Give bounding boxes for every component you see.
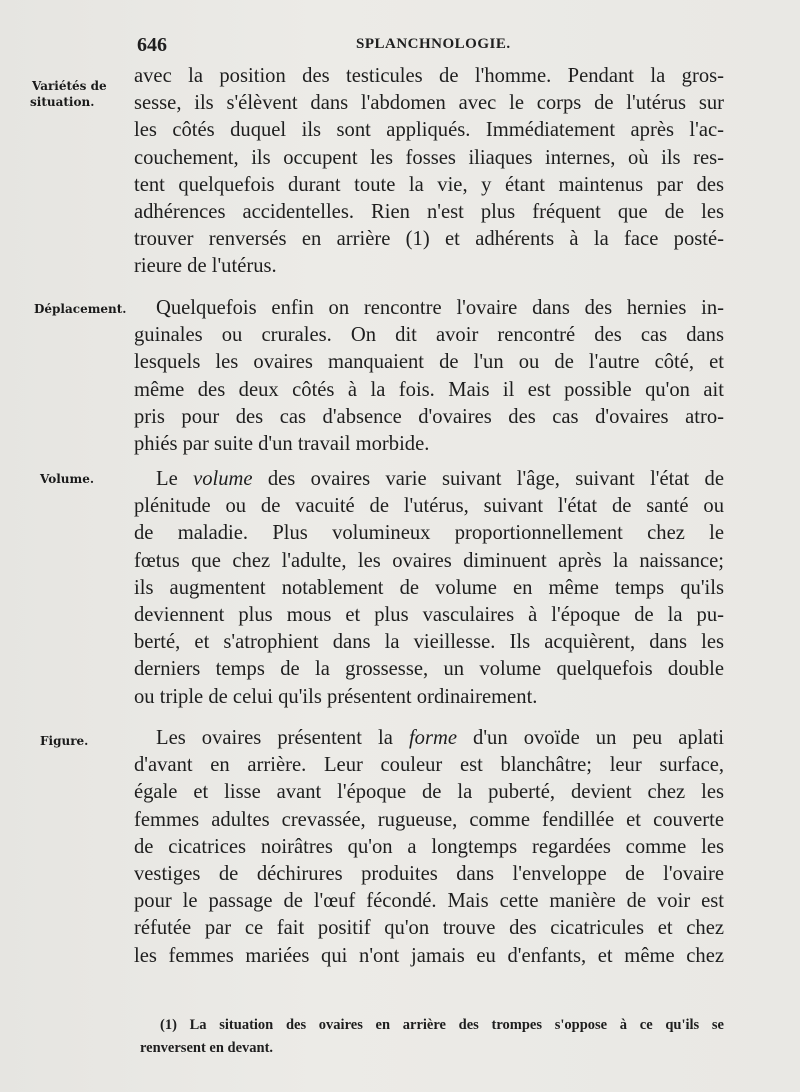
text-line (134, 725, 724, 752)
text-span: Le (156, 468, 194, 490)
margin-note-varietes-line2: situation. (30, 95, 95, 109)
text-line: d'avant en arrière. Leur couleur est blanchâtre; leur surface, (134, 754, 724, 777)
footnote (140, 1014, 724, 1060)
text-line: avec la position des testicules de l'homme. Pendant la gros- (134, 65, 724, 87)
text-line: de maladie. Plus volumineux proportionnellement chez le (134, 522, 724, 545)
margin-note-varietes-line1: Variétés de (32, 79, 107, 93)
text-line: derniers temps de la grossesse, un volume quelquefois double (134, 658, 724, 681)
running-title: SPLANCHNOLOGIE. (356, 36, 511, 52)
emphasis-forme: forme (408, 727, 457, 749)
text-line: de cicatrices noirâtres qu'on a longtemps regardées comme les (134, 835, 724, 858)
text-line: plénitude ou de vacuité de l'utérus, suivant l'état de santé ou (134, 495, 724, 518)
text-line: femmes adultes crevassée, rugueuse, comme fendillée et couverte (134, 808, 724, 831)
text-line: pour le passage de l'œuf fécondé. Mais cette manière de voir est (134, 890, 724, 913)
text-line: trouver renversés en arrière (1) et adhérents à la face posté- (134, 228, 724, 251)
text-span: d'un ovoïde un peu aplati (456, 727, 724, 749)
text-line: Quelquefois enfin on rencontre l'ovaire dans des hernies in- (156, 297, 724, 319)
text-line: ils augmentent notablement de volume en même temps qu'ils (134, 576, 724, 599)
text-span: des ovaires varie suivant l'âge, suivant l'état de (252, 468, 724, 490)
text-line: pris pour des cas d'absence d'ovaires des cas d'ovaires atro- (134, 405, 724, 428)
text-line: deviennent plus mous et plus vasculaires à l'époque de la pu- (134, 603, 724, 626)
text-span: Les ovaires présentent la (156, 727, 409, 749)
text-line: tent quelquefois durant toute la vie, y étant maintenus par des (134, 173, 724, 196)
text-line: berté, et s'atrophient dans la vieillesse. Ils acquièrent, dans les (134, 631, 724, 654)
margin-note-volume: Volume. (40, 472, 95, 486)
emphasis-volume: volume (193, 468, 253, 490)
paragraph-2 (134, 295, 724, 458)
text-line: adhérences accidentelles. Rien n'est plus fréquent que de les (134, 200, 724, 223)
paragraph-4 (134, 725, 724, 970)
text-line: couchement, ils occupent les fosses iliaques internes, où ils res- (134, 146, 724, 169)
text-line: les femmes mariées qui n'ont jamais eu d'enfants, et même chez (134, 944, 724, 967)
text-line: ou triple de celui qu'ils présentent ordinairement. (134, 685, 538, 708)
text-line: rieure de l'utérus. (134, 255, 277, 278)
text-line: fœtus que chez l'adulte, les ovaires diminuent après la naissance; (134, 549, 724, 572)
text-line: guinales ou crurales. On dit avoir rencontré des cas dans (134, 324, 724, 347)
text-line: réfutée par ce fait positif qu'on trouve des cicatricules et chez (134, 917, 724, 940)
margin-note-varietes (30, 77, 140, 111)
text-line: égale et lisse avant l'époque de la puberté, devient chez les (134, 781, 724, 804)
footnote-line: renversent en devant. (140, 1040, 274, 1056)
text-line: vestiges de déchirures produites dans l'enveloppe de l'ovaire (134, 862, 724, 885)
text-line: phiés par suite d'un travail morbide. (134, 432, 430, 455)
page-number: 646 (137, 34, 167, 56)
text-line (134, 466, 724, 493)
text-line: sesse, ils s'élèvent dans l'abdomen avec le corps de l'utérus sur (134, 92, 724, 115)
text-line: les côtés duquel ils sont appliqués. Immédiatement après l'ac- (134, 119, 724, 142)
margin-note-figure: Figure. (40, 734, 89, 748)
text-line: lesquels les ovaires manquaient de l'un ou de l'autre côté, et (134, 351, 724, 374)
text-line: même des deux côtés à la fois. Mais il est possible qu'on ait (134, 378, 724, 401)
footnote-line: (1) La situation des ovaires en arrière des trompes s'oppose à ce qu'ils se (160, 1017, 724, 1033)
paragraph-3 (134, 466, 724, 711)
margin-note-deplacement: Déplacement. (34, 302, 127, 316)
paragraph-1 (134, 63, 724, 281)
page-header (0, 34, 800, 58)
